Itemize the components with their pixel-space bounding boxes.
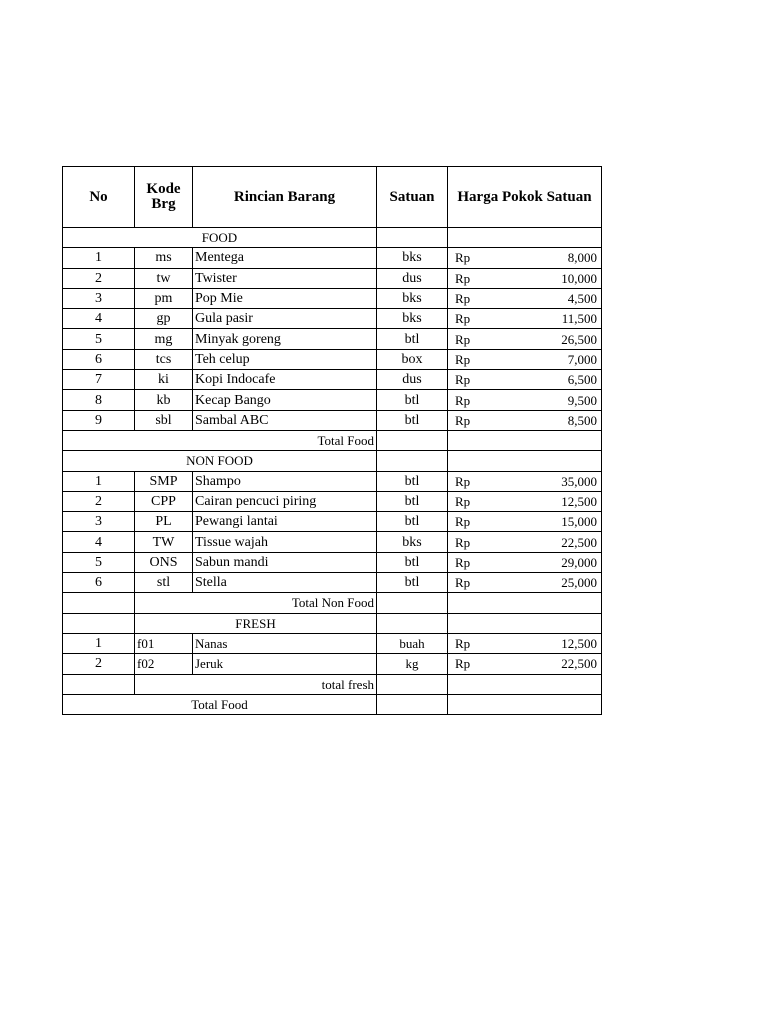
table-row: [63, 329, 602, 349]
price-value: 4,500: [567, 291, 597, 307]
table-row: [63, 491, 602, 511]
price-value: 25,000: [561, 575, 597, 591]
currency-label: Rp: [455, 494, 471, 509]
cell-satuan: dus: [377, 268, 448, 288]
grand-total-row: [63, 694, 602, 714]
table-row: [63, 512, 602, 532]
cell-nama: Minyak goreng: [193, 329, 377, 349]
cell-nama: Shampo: [193, 471, 377, 491]
cell-kode: sbl: [135, 410, 193, 430]
currency-label: Rp: [455, 250, 471, 266]
cell-harga: [448, 633, 602, 653]
cell-no: 8: [63, 390, 135, 410]
price-value: 8,000: [567, 250, 597, 266]
cell-kode: TW: [135, 532, 193, 552]
cell-kode: PL: [135, 512, 193, 532]
total-food-label: Total Food: [63, 430, 377, 450]
cell-satuan: btl: [377, 410, 448, 430]
cell-kode: kb: [135, 390, 193, 410]
cell-nama: Cairan pencuci piring: [193, 491, 377, 511]
cell-kode: ki: [135, 370, 193, 390]
currency-label: Rp: [455, 331, 471, 347]
subtotal-row: [63, 430, 602, 450]
price-value: 10,000: [561, 270, 597, 286]
cell-satuan: btl: [377, 329, 448, 349]
header-no: No: [63, 167, 135, 228]
cell-kode: CPP: [135, 491, 193, 511]
total-fresh-label: total fresh: [135, 674, 377, 694]
price-value: 12,500: [561, 494, 597, 509]
currency-label: Rp: [455, 270, 471, 286]
cell-kode: f02: [135, 654, 193, 674]
cell-satuan: box: [377, 349, 448, 369]
price-value: 29,000: [561, 554, 597, 570]
cell-nama: Teh celup: [193, 349, 377, 369]
cell-harga: [448, 349, 602, 369]
currency-label: Rp: [455, 392, 471, 408]
subtotal-row: [63, 674, 602, 694]
cell-kode: ms: [135, 248, 193, 268]
header-rincian: Rincian Barang: [193, 167, 377, 228]
table-row: [63, 390, 602, 410]
cell-harga: [448, 491, 602, 511]
header-satuan: Satuan: [377, 167, 448, 228]
cell-no: 9: [63, 410, 135, 430]
cell-no: 3: [63, 288, 135, 308]
cell-satuan: bks: [377, 309, 448, 329]
grand-total-label: Total Food: [63, 694, 377, 714]
cell-satuan: bks: [377, 248, 448, 268]
cell-kode: mg: [135, 329, 193, 349]
cell-nama: Gula pasir: [193, 309, 377, 329]
cell-kode: tw: [135, 268, 193, 288]
cell-satuan: btl: [377, 512, 448, 532]
table-row: [63, 309, 602, 329]
cell-kode: ONS: [135, 552, 193, 572]
table-row: [63, 248, 602, 268]
cell-no: 5: [63, 552, 135, 572]
price-value: 6,500: [567, 372, 597, 388]
cell-satuan: btl: [377, 573, 448, 593]
cell-kode: SMP: [135, 471, 193, 491]
price-value: 7,000: [567, 351, 597, 367]
cell-nama: Tissue wajah: [193, 532, 377, 552]
cell-no: 6: [63, 573, 135, 593]
header-row: [63, 167, 602, 228]
table-row: [63, 573, 602, 593]
cell-kode: gp: [135, 309, 193, 329]
currency-label: Rp: [455, 554, 471, 570]
cell-harga: [448, 532, 602, 552]
cell-satuan: btl: [377, 491, 448, 511]
cell-nama: Kopi Indocafe: [193, 370, 377, 390]
cell-harga: [448, 309, 602, 329]
section-title-fresh: FRESH: [135, 613, 377, 633]
header-kode: Kode Brg: [135, 167, 193, 228]
currency-label: Rp: [455, 311, 471, 327]
price-value: 22,500: [561, 656, 597, 672]
price-value: 9,500: [567, 392, 597, 408]
cell-nama: Pewangi lantai: [193, 512, 377, 532]
total-nonfood-label: Total Non Food: [135, 593, 377, 613]
currency-label: Rp: [455, 636, 471, 652]
table-row: [63, 268, 602, 288]
cell-no: 1: [63, 248, 135, 268]
table-row: [63, 471, 602, 491]
currency-label: Rp: [455, 534, 471, 550]
price-value: 35,000: [561, 473, 597, 489]
cell-harga: [448, 471, 602, 491]
subtotal-row: [63, 593, 602, 613]
currency-label: Rp: [455, 291, 471, 307]
section-title-food: FOOD: [63, 228, 377, 248]
cell-no: 1: [63, 471, 135, 491]
table-row: [63, 349, 602, 369]
cell-no: 3: [63, 512, 135, 532]
currency-label: Rp: [455, 514, 471, 530]
cell-nama: Pop Mie: [193, 288, 377, 308]
price-value: 22,500: [561, 534, 597, 550]
cell-no: 1: [63, 633, 135, 653]
header-harga: Harga Pokok Satuan: [448, 167, 602, 228]
cell-harga: [448, 654, 602, 674]
cell-nama: Nanas: [193, 633, 377, 653]
cell-satuan: btl: [377, 552, 448, 572]
cell-no: 4: [63, 532, 135, 552]
cell-no: 5: [63, 329, 135, 349]
cell-nama: Mentega: [193, 248, 377, 268]
cell-harga: [448, 288, 602, 308]
cell-kode: pm: [135, 288, 193, 308]
price-value: 12,500: [561, 636, 597, 652]
table-row: [63, 410, 602, 430]
table-row: [63, 288, 602, 308]
cell-kode: tcs: [135, 349, 193, 369]
currency-label: Rp: [455, 575, 471, 591]
cell-harga: [448, 248, 602, 268]
currency-label: Rp: [455, 351, 471, 367]
cell-nama: Twister: [193, 268, 377, 288]
price-table: [62, 166, 602, 715]
cell-nama: Jeruk: [193, 654, 377, 674]
cell-nama: Kecap Bango: [193, 390, 377, 410]
cell-harga: [448, 390, 602, 410]
cell-no: 2: [63, 491, 135, 511]
cell-harga: [448, 552, 602, 572]
cell-harga: [448, 573, 602, 593]
cell-nama: Stella: [193, 573, 377, 593]
price-value: 8,500: [567, 412, 597, 428]
cell-no: 7: [63, 370, 135, 390]
section-title-row: [63, 228, 602, 248]
cell-satuan: bks: [377, 288, 448, 308]
section-title-row: [63, 613, 602, 633]
price-value: 26,500: [561, 331, 597, 347]
cell-no: 2: [63, 654, 135, 674]
table-row: [63, 552, 602, 572]
cell-nama: Sambal ABC: [193, 410, 377, 430]
cell-satuan: kg: [377, 654, 448, 674]
table-row: [63, 654, 602, 674]
cell-satuan: btl: [377, 471, 448, 491]
price-value: 15,000: [561, 514, 597, 530]
currency-label: Rp: [455, 372, 471, 388]
price-value: 11,500: [561, 311, 597, 327]
cell-harga: [448, 268, 602, 288]
cell-no: 6: [63, 349, 135, 369]
cell-harga: [448, 329, 602, 349]
cell-satuan: buah: [377, 633, 448, 653]
table-row: [63, 633, 602, 653]
cell-satuan: btl: [377, 390, 448, 410]
currency-label: Rp: [455, 412, 471, 428]
cell-harga: [448, 370, 602, 390]
section-title-nonfood: NON FOOD: [63, 451, 377, 471]
cell-no: 2: [63, 268, 135, 288]
cell-no: 4: [63, 309, 135, 329]
cell-harga: [448, 410, 602, 430]
table-row: [63, 370, 602, 390]
cell-satuan: bks: [377, 532, 448, 552]
currency-label: Rp: [455, 473, 471, 489]
cell-satuan: dus: [377, 370, 448, 390]
cell-harga: [448, 512, 602, 532]
table-row: [63, 532, 602, 552]
cell-kode: f01: [135, 633, 193, 653]
section-title-row: [63, 451, 602, 471]
cell-nama: Sabun mandi: [193, 552, 377, 572]
cell-kode: stl: [135, 573, 193, 593]
currency-label: Rp: [455, 656, 471, 672]
